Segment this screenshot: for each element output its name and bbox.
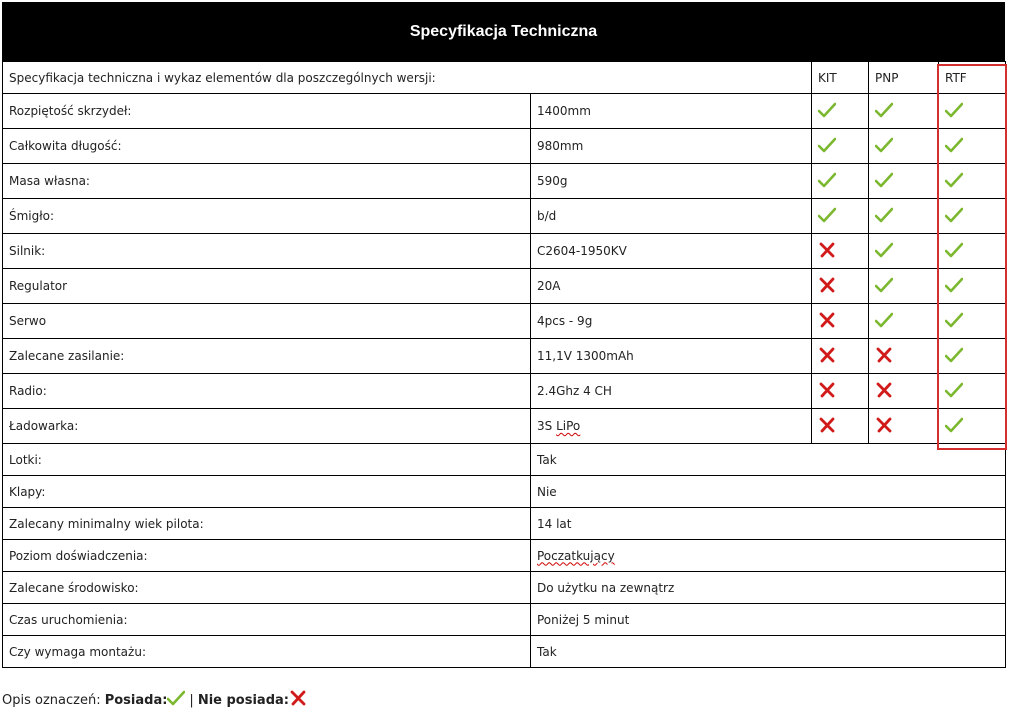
detail-row [3, 476, 1006, 508]
detail-label: Poziom doświadczenia: [3, 540, 531, 572]
detail-value: Poniżej 5 minut [531, 604, 1006, 636]
pnp-availability [869, 269, 939, 304]
check-icon [875, 172, 893, 191]
detail-row [3, 604, 1006, 636]
legend [2, 690, 307, 710]
detail-value: Poczatkujący [531, 540, 1006, 572]
rtf-availability [939, 234, 1006, 269]
rtf-availability [939, 374, 1006, 409]
kit-availability [812, 234, 869, 269]
feature-row [3, 374, 1006, 409]
detail-row [3, 508, 1006, 540]
pnp-availability [869, 409, 939, 444]
feature-row [3, 269, 1006, 304]
header-rtf: RTF [939, 62, 1006, 94]
kit-availability [812, 374, 869, 409]
rtf-availability [939, 94, 1006, 129]
check-icon [167, 690, 185, 710]
table-title: Specyfikacja Techniczna [2, 2, 1005, 61]
feature-label: Zalecane zasilanie: [3, 339, 531, 374]
pnp-availability [869, 304, 939, 339]
check-icon [945, 207, 963, 226]
feature-value: 4pcs - 9g [531, 304, 812, 339]
legend-prefix: Opis oznaczeń: [2, 692, 101, 708]
detail-row [3, 540, 1006, 572]
feature-label: Masa własna: [3, 164, 531, 199]
rtf-availability [939, 199, 1006, 234]
kit-availability [812, 339, 869, 374]
detail-label: Czas uruchomienia: [3, 604, 531, 636]
legend-has-label: Posiada: [104, 692, 168, 708]
kit-availability [812, 269, 869, 304]
feature-value: 2.4Ghz 4 CH [531, 374, 812, 409]
feature-label: Rozpiętość skrzydeł: [3, 94, 531, 129]
rtf-availability [939, 304, 1006, 339]
check-icon [945, 137, 963, 156]
check-icon [818, 102, 836, 121]
feature-row [3, 94, 1006, 129]
header-description: Specyfikacja techniczna i wykaz elementów dla poszczególnych wersji: [3, 62, 812, 94]
check-icon [875, 312, 893, 331]
check-icon [945, 172, 963, 191]
pnp-availability [869, 94, 939, 129]
feature-row [3, 409, 1006, 444]
feature-value: 11,1V 1300mAh [531, 339, 812, 374]
check-icon [875, 137, 893, 156]
pnp-availability [869, 374, 939, 409]
feature-label: Regulator [3, 269, 531, 304]
rtf-availability [939, 269, 1006, 304]
check-icon [875, 277, 893, 296]
kit-availability [812, 94, 869, 129]
detail-label: Zalecany minimalny wiek pilota: [3, 508, 531, 540]
check-icon [875, 102, 893, 121]
feature-value: 3S LiPo [531, 409, 812, 444]
spec-table [2, 61, 1006, 668]
feature-label: Ładowarka: [3, 409, 531, 444]
feature-label: Serwo [3, 304, 531, 339]
detail-row [3, 572, 1006, 604]
feature-value: 1400mm [531, 94, 812, 129]
cross-icon [818, 277, 836, 296]
pnp-availability [869, 339, 939, 374]
detail-value: 14 lat [531, 508, 1006, 540]
detail-value: Nie [531, 476, 1006, 508]
cross-icon [875, 347, 893, 366]
detail-label: Czy wymaga montażu: [3, 636, 531, 668]
header-pnp: PNP [869, 62, 939, 94]
cross-icon [818, 242, 836, 261]
feature-value: 590g [531, 164, 812, 199]
cross-icon [818, 382, 836, 401]
cross-icon [818, 347, 836, 366]
kit-availability [812, 409, 869, 444]
pnp-availability [869, 164, 939, 199]
check-icon [945, 277, 963, 296]
detail-label: Klapy: [3, 476, 531, 508]
feature-row [3, 339, 1006, 374]
feature-label: Śmigło: [3, 199, 531, 234]
feature-label: Radio: [3, 374, 531, 409]
cross-icon [818, 417, 836, 436]
feature-value: b/d [531, 199, 812, 234]
check-icon [945, 312, 963, 331]
check-icon [945, 102, 963, 121]
kit-availability [812, 164, 869, 199]
legend-not-label: Nie posiada: [197, 692, 289, 708]
check-icon [945, 347, 963, 366]
rtf-availability [939, 409, 1006, 444]
legend-separator: | [189, 692, 194, 708]
rtf-availability [939, 339, 1006, 374]
detail-row [3, 444, 1006, 476]
spec-table-body [3, 62, 1006, 668]
feature-row [3, 129, 1006, 164]
rtf-availability [939, 164, 1006, 199]
pnp-availability [869, 234, 939, 269]
detail-value: Tak [531, 444, 1006, 476]
feature-value: C2604-1950KV [531, 234, 812, 269]
feature-row [3, 164, 1006, 199]
check-icon [945, 417, 963, 436]
cross-icon [289, 690, 307, 710]
kit-availability [812, 199, 869, 234]
detail-label: Zalecane środowisko: [3, 572, 531, 604]
feature-value: 980mm [531, 129, 812, 164]
feature-row [3, 199, 1006, 234]
pnp-availability [869, 199, 939, 234]
spec-table-container [2, 2, 1005, 668]
detail-value: Tak [531, 636, 1006, 668]
kit-availability [812, 304, 869, 339]
feature-value: 20A [531, 269, 812, 304]
rtf-availability [939, 129, 1006, 164]
check-icon [818, 207, 836, 226]
feature-row [3, 234, 1006, 269]
feature-row [3, 304, 1006, 339]
check-icon [875, 207, 893, 226]
cross-icon [818, 312, 836, 331]
header-row [3, 62, 1006, 94]
check-icon [875, 242, 893, 261]
kit-availability [812, 129, 869, 164]
feature-label: Silnik: [3, 234, 531, 269]
feature-label: Całkowita długość: [3, 129, 531, 164]
check-icon [818, 172, 836, 191]
check-icon [945, 382, 963, 401]
header-kit: KIT [812, 62, 869, 94]
pnp-availability [869, 129, 939, 164]
detail-value: Do użytku na zewnątrz [531, 572, 1006, 604]
detail-row [3, 636, 1006, 668]
detail-label: Lotki: [3, 444, 531, 476]
cross-icon [875, 417, 893, 436]
cross-icon [875, 382, 893, 401]
check-icon [945, 242, 963, 261]
check-icon [818, 137, 836, 156]
